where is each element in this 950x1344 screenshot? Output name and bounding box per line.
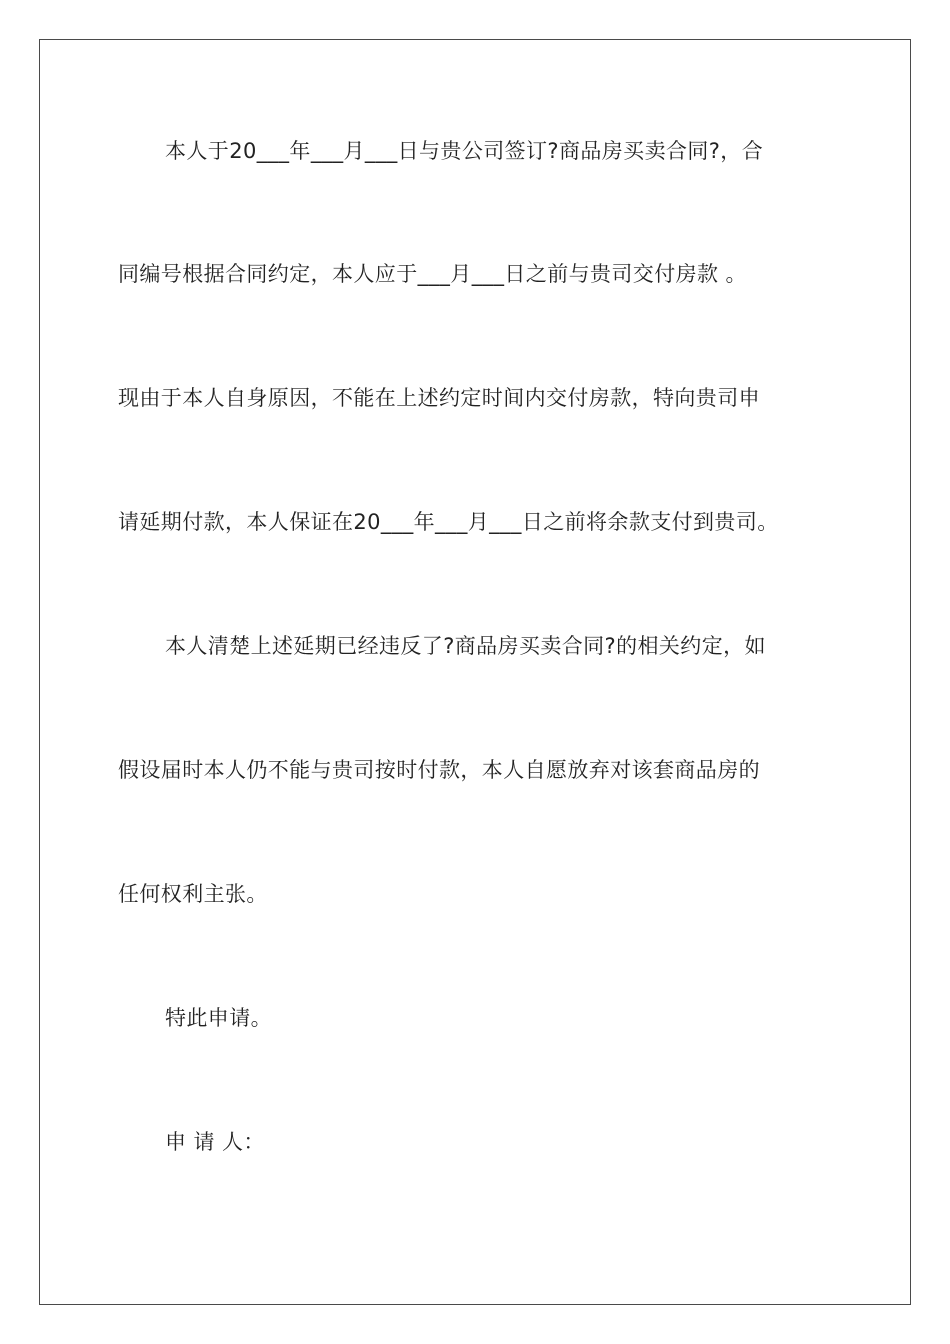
paragraph-1-line-3: 现由于本人自身原因，不能在上述约定时间内交付房款，特向贵司申	[118, 386, 760, 410]
paragraph-2-line-2: 假设届时本人仍不能与贵司按时付款，本人自愿放弃对该套商品房的	[118, 758, 760, 782]
page-frame	[39, 39, 911, 1305]
paragraph-1-line-1: 本人于20___年___月___日与贵公司签订?商品房买卖合同?，合	[165, 139, 764, 163]
closing-statement: 特此申请。	[165, 1006, 272, 1030]
paragraph-1-line-4: 请延期付款，本人保证在20___年___月___日之前将余款支付到贵司。	[118, 510, 779, 534]
paragraph-1-line-2: 同编号根据合同约定，本人应于___月___日之前与贵司交付房款 。	[118, 262, 747, 286]
paragraph-2-line-3: 任何权利主张。	[118, 882, 268, 906]
applicant-label: 申 请 人：	[165, 1130, 265, 1154]
paragraph-2-line-1: 本人清楚上述延期已经违反了?商品房买卖合同?的相关约定，如	[165, 634, 766, 658]
